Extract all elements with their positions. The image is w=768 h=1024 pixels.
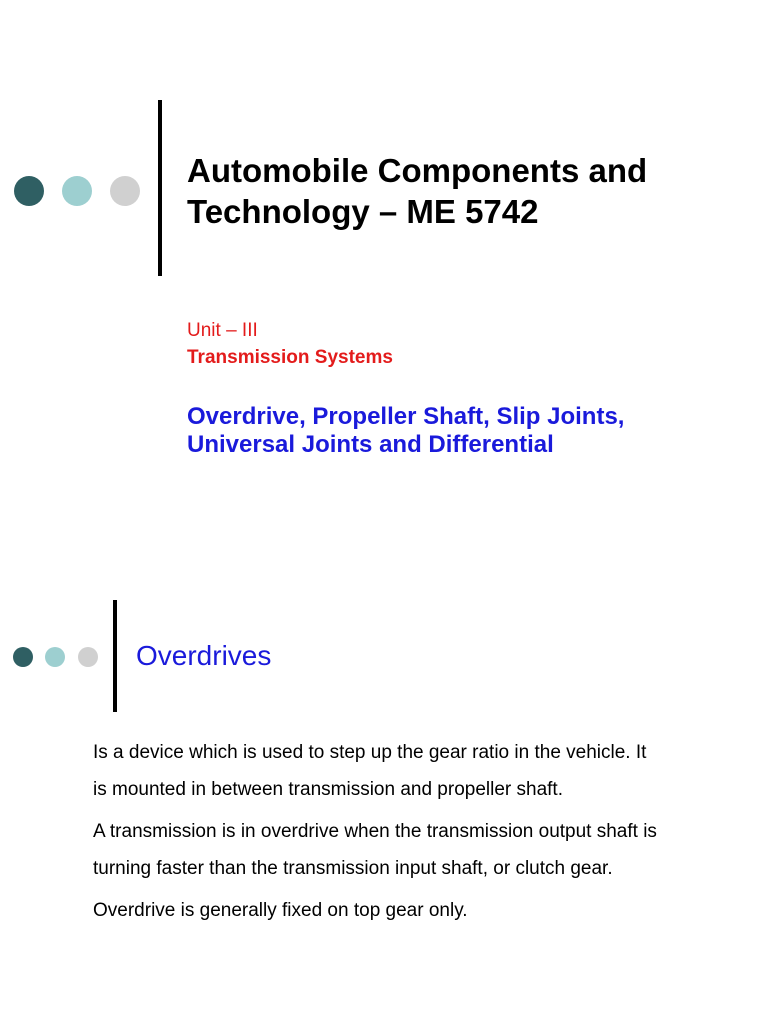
- course-title: [187, 150, 747, 232]
- decorative-dot-light: [110, 176, 140, 206]
- body-paragraph: [93, 734, 733, 808]
- body-paragraph: [93, 813, 733, 887]
- decorative-dot-mid: [62, 176, 92, 206]
- body-line: is mounted in between transmission and propeller shaft.: [93, 779, 563, 800]
- body-line: turning faster than the transmission input shaft, or clutch gear.: [93, 858, 613, 879]
- decorative-dot-mid: [45, 647, 65, 667]
- slide-body: [93, 734, 733, 934]
- body-paragraph: [93, 892, 733, 929]
- topics-list: [187, 403, 747, 459]
- topics-line-1: Overdrive, Propeller Shaft, Slip Joints,: [187, 403, 625, 430]
- content-slide: [0, 512, 768, 1024]
- unit-subtitle: Transmission Systems: [187, 347, 393, 368]
- topics-line-2: Universal Joints and Differential: [187, 431, 554, 458]
- decorative-dot-light: [78, 647, 98, 667]
- vertical-divider: [158, 100, 162, 276]
- unit-label: Unit – III: [187, 320, 258, 341]
- course-title-line-2: Technology – ME 5742: [187, 193, 539, 230]
- vertical-divider: [113, 600, 117, 712]
- body-line: Overdrive is generally fixed on top gear only.: [93, 900, 468, 921]
- decorative-dot-dark: [13, 647, 33, 667]
- course-title-line-1: Automobile Components and: [187, 152, 648, 189]
- decorative-dot-dark: [14, 176, 44, 206]
- slide-heading: Overdrives: [136, 640, 272, 671]
- body-line: Is a device which is used to step up the gear ratio in the vehicle. It: [93, 742, 647, 763]
- body-line: A transmission is in overdrive when the transmission output shaft is: [93, 821, 657, 842]
